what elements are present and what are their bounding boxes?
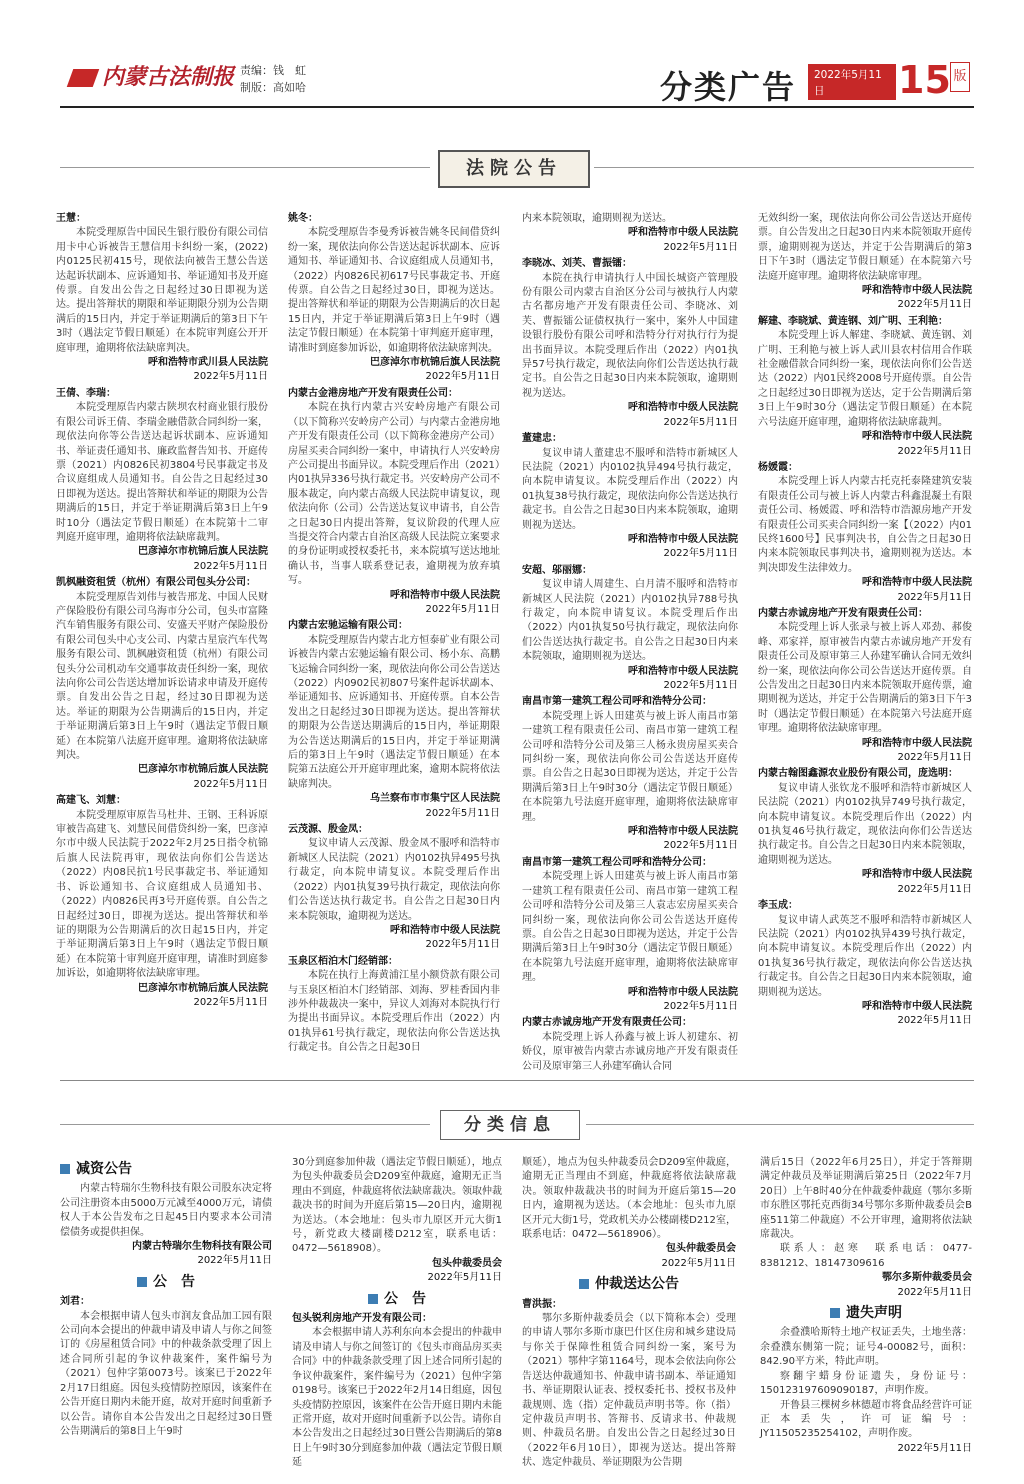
- contact-line: 联系人：赵寒 联系电话：0477-8381212、18147309616: [760, 1243, 972, 1269]
- date-box: [808, 64, 896, 100]
- notice-date: 2022年5月11日: [427, 1272, 502, 1284]
- notice-body: 复议申请人张钦龙不服呼和浩特市新城区人民法院（2021）内0102执异749号执行裁定，向本院申请复议。本院受理后作出（2022）内01执复46号执行裁定，现依法向你们公告送达执行裁定书。自公告之日起30日内来本院领取，逾期则视为送达。: [758, 782, 972, 866]
- notice-date: 2022年5月11日: [897, 445, 972, 457]
- notice-recipient: 李玉成：: [758, 900, 798, 912]
- square-bullet-icon: [579, 1279, 589, 1289]
- notice-recipient: 李晓冰、刘芙、曹振镭：: [522, 258, 632, 270]
- notice-date: 2022年5月11日: [425, 371, 500, 383]
- court-notice: [522, 1016, 738, 1074]
- court-notice: [288, 387, 500, 618]
- notice-body: 本院受理上诉人内蒙古托克托泰隆建筑安装有限责任公司与被上诉人内蒙古科鑫混凝土有限责任公司、杨媛霞、呼和浩特市浩源房地产开发有限责任公司买卖合同纠纷一案【（2022）内01民终1600号】民事判决书，自公告之日起30日内来本院领取民事判决书，逾期则视为送达。本判决即发生法律效力。: [758, 476, 972, 574]
- notice-column-1: [56, 212, 268, 1012]
- notice-continuation: 30分到庭参加仲裁（遇法定节假日顺延），地点为包头仲裁委员会D209室仲裁庭，逾期无正当理由不到庭，仲裁庭将依法缺席裁决。领取仲裁裁决书的时间为开庭后第15—20日内，逾期视为送达。（本会地址：包头市九原区开元大街1号，新党政大楼副楼D212室，联系电话：0472—5618908）。: [292, 1157, 502, 1255]
- section-divider: [60, 1080, 974, 1081]
- notice-date: 2022年5月11日: [897, 1015, 972, 1027]
- banner-rule-left: [60, 167, 430, 168]
- notice-recipient: 董建忠：: [522, 433, 562, 445]
- notice-body: 复议申请人武英芝不服呼和浩特市新城区人民法院（2021）内0102执异439号执行裁定，向本院申请复议。本院受理后作出（2022）内01执复36号执行裁定，现依法向你公告送达执行裁定书。自公告之日起30日内来本院领取，逾期则视为送达。: [758, 914, 972, 998]
- notice-recipient: 玉泉区栢泊木门经销部：: [288, 955, 398, 967]
- court-notice: [522, 432, 738, 562]
- notice-date: 2022年5月11日: [425, 939, 500, 951]
- court-notice: [758, 315, 972, 459]
- notice-body: 本院在执行申请执行人中国长城资产管理股份有限公司内蒙古自治区分公司与被执行人内蒙古名都房地产开发有限责任公司、李晓冰、刘芙、曹振镭公证债权执行一案中，案外人中国建设银行股份有限公司呼和浩特分行对执行行为提出书面异议。本院受理后作出（2022）内01执异57号执行裁定，现依法向你们公告送达执行裁定书。自公告之日起30日内来本院领取，逾期则视为送达。: [522, 272, 738, 399]
- notice-court: 呼和浩特市中级人民法院: [390, 589, 500, 601]
- notice-court: 呼和浩特市中级人民法院: [862, 869, 972, 881]
- court-notice: [758, 461, 972, 605]
- classified-column-2: [292, 1156, 502, 1471]
- notice-org: 包头仲裁委员会: [666, 1243, 736, 1255]
- notice-court: 呼和浩特市中级人民法院: [628, 533, 738, 545]
- notice-body: 本院受理原告内蒙古陕坝农村商业银行股份有限公司诉王倩、李瑞金融借款合同纠纷一案，现依法向你等公告送达起诉状副本、应诉通知书、举证责任通知书、廉政监督告知书、开庭传票（2021）内0826民初3804号民事裁定书及合议庭组成人员通知书。自公告之日起经过30日即视为送达。提出答辩状和举证的期限为公告期满后的15日，并定于举证期满后第3日上午9时10分（遇法定节假日顺延）在本院第十二审判庭开庭审理，逾期将依法缺席裁判。: [56, 402, 268, 543]
- header-rule: [60, 106, 974, 108]
- square-bullet-icon: [60, 1164, 70, 1174]
- lost-item-3: 开鲁县三棵树乡林德超市将食品经营许可证正本丢失，许可证编号：JY11505235254102，声明作废。: [760, 1399, 972, 1440]
- logo-mark-icon: [67, 69, 100, 87]
- notice-heading: 公 告: [60, 1275, 272, 1289]
- notice-body: 本院在执行上海黄浦江星小额贷款有限公司与玉泉区栢泊木门经销部、刘海、罗桂香国内非涉外仲裁裁决一案中，异议人刘海对本院执行行为提出书面异议。本院受理后作出（2022）内01执异61号执行裁定，现依法向你公告送达执行裁定书。自公告之日起30日: [288, 970, 500, 1054]
- capital-reduction-date: 2022年5月11日: [197, 1255, 272, 1267]
- notice-body: 复议申请人周建生、白月清不服呼和浩特市新城区人民法院（2021）内0102执异788号执行裁定，向本院申请复议。本院受理后作出（2022）内01执复50号执行裁定，现依法向你们公告送达执行裁定书。自公告之日起30日内来本院领取，逾期则视为送达。: [522, 579, 738, 663]
- notice-heading-2: 公 告: [292, 1292, 502, 1306]
- notice-date: 2022年5月11日: [897, 591, 972, 603]
- page-number: 15: [898, 58, 951, 102]
- lost-statement-heading: 遗失声明: [760, 1306, 972, 1320]
- notice-continuation: 满后15日（2022年6月25日），并定于答辩期满定仲裁员及举证期满后第25日（2022年7月20日）上午8时40分在仲裁委仲裁庭（鄂尔多斯市东胜区鄂托克西街34号鄂尔多斯仲裁委员会B座511第二仲裁庭）不公开审理，逾期将依法缺席裁决。: [760, 1157, 972, 1241]
- notice-date: 2022年5月11日: [897, 752, 972, 764]
- notice-court: 呼和浩特市中级人民法院: [628, 665, 738, 677]
- notice-court: 乌兰察布市市集宁区人民法院: [370, 793, 500, 805]
- court-notice: [56, 387, 268, 574]
- notice-court: 呼和浩特市中级人民法院: [862, 737, 972, 749]
- notice-court: 呼和浩特市中级人民法院: [862, 1000, 972, 1012]
- court-notice: [522, 856, 738, 1014]
- court-notice: [288, 212, 500, 385]
- logo-text: 内蒙古法制报: [102, 64, 235, 90]
- notice-court: 巴彦淖尔市杭锦后旗人民法院: [138, 546, 268, 558]
- court-notice: [288, 823, 500, 953]
- page-suffix: 版: [950, 62, 970, 92]
- notice-column-4: [758, 212, 972, 1031]
- court-notice: [522, 695, 738, 853]
- classified-column-1: [60, 1156, 272, 1439]
- notice-body: 本院受理上诉人田建英与被上诉人南昌市第一建筑工程有限责任公司、南昌市第一建筑工程公司呼和浩特分公司及第三人杨永贵房屋买卖合同纠纷一案，现依法向你公司公告送达开庭传票。自公告之日起30日即视为送达，并定于公告期满后第3日上午9时30分（遇法定节假日顺延）在本院第九号法庭开庭审理，逾期将依法缺席审理。: [522, 710, 738, 823]
- capital-reduction-body: 内蒙古特瑞尔生物科技有限公司股东决定将公司注册资本由5000万元减至4000万元，请债权人于本公告发布之日起45日内要求本公司清偿债务或提供担保。: [60, 1183, 272, 1238]
- producer-line: 制版：高如哈: [240, 81, 306, 94]
- square-bullet-icon: [137, 1277, 147, 1287]
- notice-body: 本院受理原告李曼秀诉被告姚冬民间借贷纠纷一案，现依法向你公告送达起诉状副本、应诉通知书、举证通知书、合议庭组成人员通知书，（2022）内0826民初617号民事裁定书、开庭传票。自公告之日起经过30日，即视为送达。提出答辩状和举证的期限为公告期满后的次日起15日内，并定于举证期满后第3日上午9时（遇法定节假日顺延）在本院第十审判庭开庭审理，请准时到庭参加诉讼，如逾期将依法缺席判决。: [288, 227, 500, 354]
- notice-date: 2022年5月11日: [425, 603, 500, 615]
- notice-court: 呼和浩特市中级人民法院: [628, 227, 738, 239]
- notice-body: 本院受理原审原告马杜井、王钢、王科诉原审被告高建飞、刘慧民间借贷纠纷一案，巴彦淖尔市中级人民法院于2022年2月25日指令杭锦后旗人民法院再审，现依法向你们公告送达（2022）内08民抗1号民事裁定书、举证通知书、诉讼通知书、合议庭组成人员通知书、（2022）内0826民再3号开庭传票。自公告之日起经过30日，即视为送达。提出答辩状和举证的期限为公告期满后的次日起15日内，并定于举证期满后第3日上午9时（遇法定节假日顺延）在本院第十审判庭开庭审理，请准时到庭参加诉讼，如逾期将依法缺席审理。: [56, 809, 268, 980]
- notice-recipient: 内蒙古赤诚房地产开发有限责任公司：: [522, 1017, 692, 1029]
- notice-recipient: 内蒙古宏驰运输有限公司：: [288, 620, 408, 632]
- notice-body: 本院受理上诉人孙鑫与被上诉人初建东、初娇仪，原审被告内蒙古赤诚房地产开发有限责任公司及原审第三人孙建军确认合同: [522, 1031, 738, 1072]
- notice-body: 本院受理上诉人田建英与被上诉人南昌市第一建筑工程有限责任公司、南昌市第一建筑工程公司呼和浩特分公司及第三人袁志宏房屋买卖合同纠纷一案，现依法向你公司公告送达开庭传票。自公告之日起30日即视为送达，并定于公告期满后第3日上午9时30分（遇法定节假日顺延）在本院第九号法庭开庭审理，逾期将依法缺席审理。: [522, 871, 738, 984]
- court-notice: [56, 212, 268, 385]
- court-notice: [758, 607, 972, 765]
- notice-body: 本院受理原告刘伟与被告邢龙、中国人民财产保险股份有限公司乌海市分公司，包头市富隆汽车销售服务有限公司、安盛天平财产保险股份有限公司包头中心支公司、内蒙古星宸汽车代驾服务有限公司、凯枫融资租赁（杭州）有限公司包头分公司机动车交通事故责任纠纷一案，现依法向你公司公告送达增加诉讼请求申请及开庭传票。自发出公告之日起，经过30日即视为送达。举证的期限为公告期满后的15日内，并定于举证期满后第3日上午9时（遇法定节假日顺延）在本院第八法庭开庭审理。逾期将依法缺席判决。: [56, 591, 268, 762]
- notice-date: 2022年5月11日: [425, 807, 500, 819]
- court-notice: [522, 257, 738, 430]
- notice-date: 2022年5月11日: [663, 241, 738, 253]
- notice-court: 呼和浩特市中级人民法院: [628, 986, 738, 998]
- section-title: 分类广告: [660, 68, 797, 106]
- banner-rule-right: [594, 167, 974, 168]
- notice-recipient: 安超、邬丽娜：: [522, 564, 592, 576]
- banner2-rule-left: [60, 1124, 430, 1125]
- notice-recipient: 姚冬：: [288, 213, 318, 224]
- notice-date: 2022年5月11日: [897, 1286, 972, 1298]
- notice-recipient: 凯枫融资租赁（杭州）有限公司包头分公司：: [56, 577, 256, 589]
- notice-body: 鄂尔多斯仲裁委员会（以下简称本会）受理的申请人鄂尔多斯市康巴什区住房和城乡建设局与你关于保障性租赁合同纠纷一案，案号为（2021）鄂仲字第1164号，现本会依法向你公告送达仲裁通知书、仲裁申请书副本、举证通知书、举证期限认证表、授权委托书、授权书及仲裁规则、选（指）定仲裁员声明书等。你（指）定仲裁员声明书、答辩书、反请求书、仲裁规则、仲裁员名册。自发出公告之日起经过30日（2022年6月10日），即视为送达。提出答辩状、选定仲裁员、举证期限为公告期: [522, 1313, 736, 1469]
- notice-body: 本院受理上诉人解建、李晓斌、黄连钢、刘广明、王利艳与被上诉人武川县农村信用合作联社金融借款合同纠纷一案，现依法向你们公告送达（2022）内01民终2008号开庭传票。自公告之日起经过30日即视为送达，定于公告期满后第3日上午9时30分（遇法定节假日顺延）在本院六号法庭开庭审理，逾期将依法缺席裁判。: [758, 330, 972, 428]
- notice-court: 呼和浩特市中级人民法院: [862, 577, 972, 589]
- notice-recipient: 包头锐利房地产开发有限公司：: [292, 1313, 432, 1325]
- issue-date: 2022年5月11日: [814, 69, 882, 97]
- court-notice: [56, 576, 268, 792]
- notice-body: 本院受理上诉人张录与被上诉人邓劲、郝俊峰、邓家祥，原审被告内蒙古赤诚房地产开发有限责任公司及原审第三人孙建军确认合同无效纠纷一案，现依法向你公司公告送达开庭传票。自公告发出之日起30日内来本院领取开庭传票，逾期则视为送达，并定于公告期满后的第3日下午3时（遇法定节假日顺延）在本院第六号法庭开庭审理。逾期将依法缺席审理。: [758, 622, 972, 735]
- court-notice: [758, 767, 972, 897]
- court-notice: [522, 212, 738, 255]
- notice-org: 包头仲裁委员会: [432, 1257, 502, 1269]
- masthead: [0, 0, 1024, 110]
- lost-date: 2022年5月11日: [897, 1442, 972, 1454]
- notice-date: 2022年5月11日: [663, 840, 738, 852]
- court-notice: [758, 899, 972, 1029]
- notice-court: 呼和浩特市中级人民法院: [862, 431, 972, 443]
- editor-line: 责编：钱 虹: [240, 64, 306, 77]
- notice-date: 2022年5月11日: [193, 996, 268, 1008]
- notice-date: 2022年5月11日: [193, 778, 268, 790]
- capital-reduction-heading: 减资公告: [60, 1162, 272, 1176]
- notice-body: 复议申请人云茂源、殷金凤不服呼和浩特市新城区人民法院（2021）内0102执异495号执行裁定，向本院申请复议。本院受理后作出（2022）内01执复39号执行裁定，现依法向你们公告送达执行裁定书。自公告之日起30日内来本院领取，逾期视为送达。: [288, 838, 500, 922]
- notice-body: 本会根据申请人包头市润友食品加工园有限公司向本会提出的仲裁申请及申请人与你之间签订的《房屋租赁合同》中的仲裁条款受理了因上述合同所引起的争议仲裁案件，案件编号为（2021）包仲字第0073号。该案已于2022年2月17日组庭。因包头疫情防控原因，该案件在公告开庭日期内未能开庭，故对开庭时间重新予以公告。请你自本公告发出之日起经过30日暨公告期满后的第8日上午9时: [60, 1310, 272, 1437]
- notice-court: 巴彦淖尔市杭锦后旗人民法院: [138, 982, 268, 994]
- notice-recipient: 南昌市第一建筑工程公司呼和浩特分公司：: [522, 856, 712, 868]
- notice-date: 2022年5月11日: [193, 560, 268, 572]
- notice-date: 2022年5月11日: [193, 371, 268, 383]
- notice-body: 内来本院领取，逾期则视为送达。: [522, 213, 672, 224]
- editor-credits: [240, 62, 306, 96]
- square-bullet-icon: [830, 1308, 840, 1318]
- notice-body: 本院受理原告内蒙古北方恒泰矿业有限公司诉被告内蒙古宏驰运输有限公司、杨小东、高鹏飞运输合同纠纷一案，现依法向你公司公告送达（2022）内0902民初807号案件起诉状副本、举证通知书、应诉通知书、开庭传票。自本公告发出之日起经过30日即视为送达。提出答辩状的期限为公告送达期满后的15日内，举证期限为公告送达期满后的15日内，并定于举证期满后的第3日上午9时（遇法定节假日顺延）在本院第五法庭公开开庭审理此案，逾期本院将依法缺席判决。: [288, 634, 500, 790]
- notice-body: 本院在执行内蒙古兴安岭房地产有限公司（以下简称兴安岭房产公司）与内蒙古金港房地产开发有限责任公司（以下简称金港房产公司）房屋买卖合同纠纷一案中，申请执行人兴安岭房产公司提出书面异议。本院受理后作出（2021）内01执异336号执行裁定书。兴安岭房产公司不服本裁定，向内蒙古高级人民法院申请复议，现依法向你（公司）公告送达复议申请书，自公告之日起30日内提出答辩，复议阶段的代理人应当提交符合内蒙古自治区高级人民法院立案要求的身份证明或授权委托书，来本院填写送达地址确认书，当事人联系登记表，逾期视为放弃填写。: [288, 402, 500, 587]
- court-notice: [56, 794, 268, 1010]
- banner2-rule-right: [586, 1124, 974, 1125]
- notice-recipient: 云茂源、殷金凤：: [288, 824, 368, 836]
- notice-body: 本会根据申请人苏利东向本会提出的仲裁申请及申请人与你之间签订的《包头市商品房买卖合同》中的仲裁条款受理了因上述合同所引起的争议仲裁案件，案件编号为（2021）包仲字第0198号。该案已于2022年2月14日组庭，因包头疫情防控原因，该案件在公告开庭日期内未能正常开庭，故对开庭时间重新予以公告。请你自本公告发出之日起经过30日暨公告期满后的第8日上午9时30分到庭参加仲裁（遇法定节假日顺延: [292, 1327, 502, 1469]
- court-notice: [288, 619, 500, 821]
- notice-date: 2022年5月11日: [897, 883, 972, 895]
- notice-recipient: 王慧：: [56, 213, 86, 224]
- notice-court: 呼和浩特市中级人民法院: [390, 924, 500, 936]
- notice-recipient: 刘君：: [60, 1296, 90, 1308]
- notice-date: 2022年5月11日: [663, 680, 738, 691]
- classified-column-3: [522, 1156, 736, 1471]
- capital-reduction-company: 内蒙古特瑞尔生物科技有限公司: [132, 1241, 272, 1253]
- notice-body: 无效纠纷一案，现依法向你公司公告送达开庭传票。自公告发出之日起30日内来本院领取开庭传票，逾期则视为送达，并定于公告期满后的第3日下午3时（遇法定节假日顺延）在本院第六号法庭开庭审理。逾期将依法缺席审理。: [758, 213, 972, 282]
- notice-date: 2022年5月11日: [897, 299, 972, 311]
- notice-recipient: 内蒙古金港房地产开发有限责任公司：: [288, 387, 458, 399]
- lost-item-1: 余叠濮哈斯特土地产权证丢失，土地坐落：余叠濮东侧第一院；证号4-00082号，面积：842.90平方米，特此声明。: [760, 1327, 972, 1368]
- newspaper-logo: [70, 60, 234, 91]
- notice-recipient: 南昌市第一建筑工程公司呼和浩特分公司：: [522, 696, 712, 708]
- notice-court: 巴彦淖尔市杭锦后旗人民法院: [138, 764, 268, 776]
- notice-body: 本院受理原告中国民生银行股份有限公司信用卡中心诉被告王慧信用卡纠纷一案，(2022)内0125民初415号，现依法向被告王慧公告送达起诉状副本、应诉通知书、举证通知书及开庭传票。自发出公告之日起经过30日即视为送达。提出答辩状的期限和举证期限分别为公告期满后的15日内，并定于举证期满后的第3日下午3时（遇法定节假日顺延）在本院审判庭公开开庭审理，逾期将依法缺席判决。: [56, 227, 268, 354]
- notice-court: 巴彦淖尔市杭锦后旗人民法院: [370, 357, 500, 369]
- notice-recipient: 内蒙古翰图鑫源农业股份有限公司，庞选明：: [758, 768, 958, 780]
- lost-item-2: 察翻宇蜡身份证遗失，身份证号：150123197609090187，声明作废。: [760, 1370, 972, 1397]
- classified-info-banner: 分类信息: [440, 1110, 580, 1140]
- notice-recipient: 杨媛霞：: [758, 461, 798, 473]
- notice-date: 2022年5月11日: [663, 548, 738, 560]
- notice-recipient: 曹洪振：: [522, 1298, 562, 1310]
- arbitration-notice-heading: 仲裁送达公告: [522, 1277, 736, 1291]
- notice-date: 2022年5月11日: [663, 1000, 738, 1012]
- notice-org: 鄂尔多斯仲裁委员会: [882, 1272, 972, 1284]
- notice-recipient: 解建、李晓斌、黄连钢、刘广明、王利艳：: [758, 315, 948, 327]
- notice-column-2: [288, 212, 500, 1058]
- notice-court: 呼和浩特市武川县人民法院: [148, 357, 268, 369]
- notice-recipient: 王倩、李瑞：: [56, 387, 116, 399]
- square-bullet-icon: [368, 1294, 378, 1304]
- notice-court: 呼和浩特市中级人民法院: [628, 402, 738, 414]
- court-notice-banner: 法院公告: [438, 150, 590, 188]
- notice-date: 2022年5月11日: [663, 416, 738, 428]
- notice-recipient: 高建飞、刘慧：: [56, 795, 126, 807]
- court-notice: [288, 955, 500, 1056]
- classified-column-4: [760, 1156, 972, 1456]
- notice-court: 呼和浩特市中级人民法院: [862, 285, 972, 297]
- notice-court: 呼和浩特市中级人民法院: [628, 826, 738, 838]
- notice-body: 复议申请人董建忠不服呼和浩特市新城区人民法院（2021）内0102执异494号执行裁定，向本院申请复议。本院受理后作出（2022）内01执复38号执行裁定，现依法向你公告送达执行裁定书。自公告之日起30日内来本院领取，逾期则视为送达。: [522, 447, 738, 531]
- notice-continuation: 顺延），地点为包头仲裁委员会D209室仲裁庭，逾期无正当理由不到庭，仲裁庭将依法缺席裁决。领取仲裁裁决书的时间为开庭后第15—20日内，逾期视为送达。（本会地址：包头市九原区开元大街1号，党政机关办公楼副楼D212室，联系电话：0472—5618906）。: [522, 1157, 736, 1241]
- court-notice: [522, 564, 738, 694]
- notice-date: 2022年5月11日: [661, 1257, 736, 1269]
- notice-column-3: [522, 212, 738, 1076]
- court-notice: [758, 212, 972, 313]
- notice-recipient: 内蒙古赤诚房地产开发有限责任公司：: [758, 607, 928, 619]
